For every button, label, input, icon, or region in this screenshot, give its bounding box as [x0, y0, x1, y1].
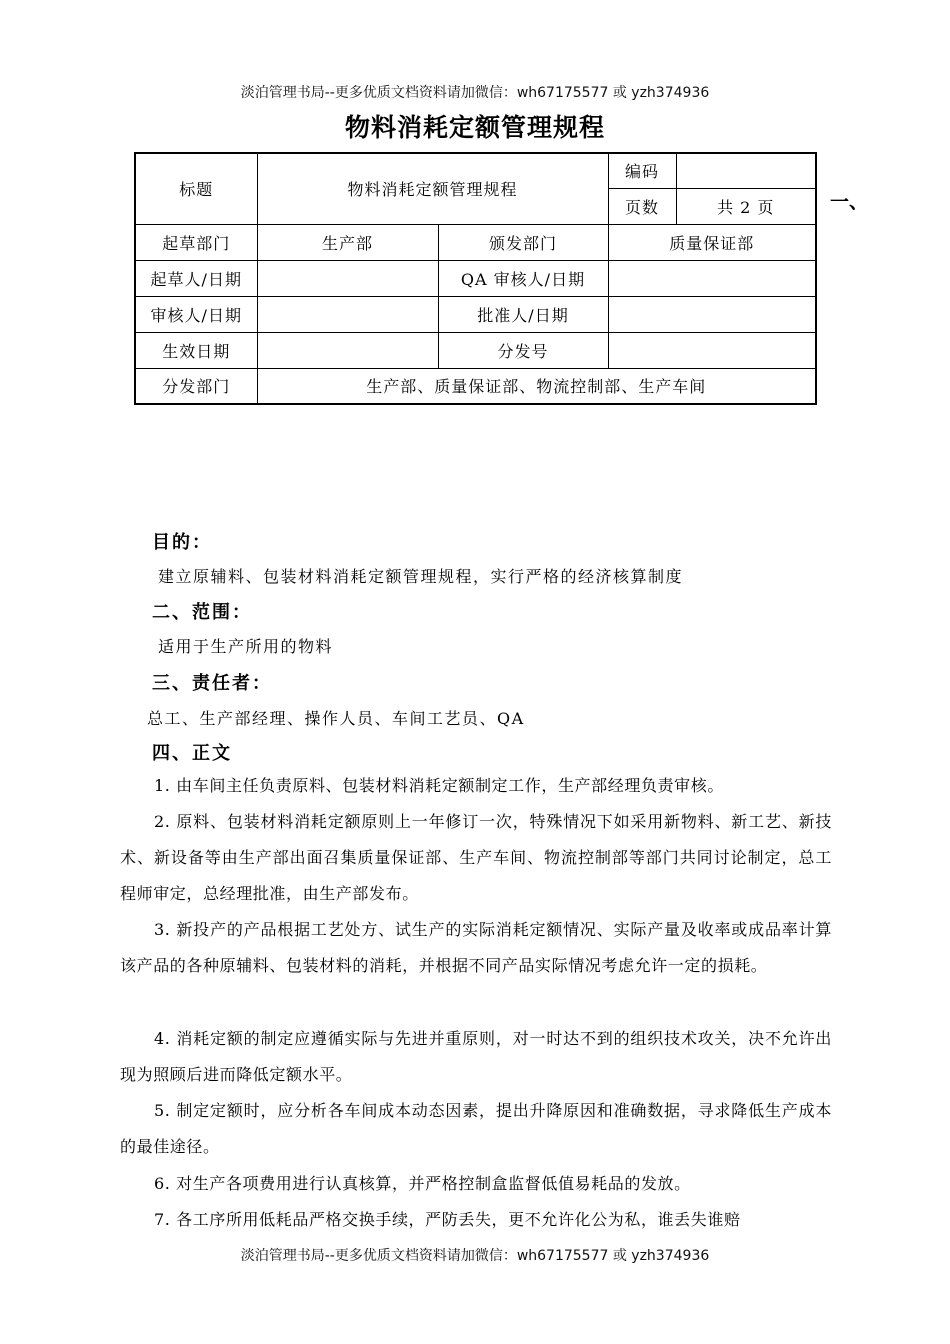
- pages-label-cell: 页数: [608, 188, 676, 224]
- paragraph-5: 5. 制定定额时，应分析各车间成本动态因素，提出升降原因和准确数据，寻求降低生产成本的最佳途径。: [120, 1101, 832, 1156]
- body-heading: 四、正文: [152, 743, 232, 764]
- purpose-text: 建立原辅料、包装材料消耗定额管理规程，实行严格的经济核算制度: [158, 567, 684, 586]
- paragraph-1: 1. 由车间主任负责原料、包装材料消耗定额制定工作，生产部经理负责审核。: [154, 776, 724, 795]
- paragraph-2: 2. 原料、包装材料消耗定额原则上一年修订一次，特殊情况下如采用新物料、新工艺、新技术、新设备等由生产部出面召集质量保证部、生产车间、物流控制部等部门共同讨论制定，总工程师审定，总经理批准，由生产部发布。: [120, 812, 832, 903]
- purpose-heading: 目的：: [152, 532, 212, 553]
- dist-no-label-cell: 分发号: [438, 332, 608, 368]
- drafter-label-cell: 起草人/日期: [135, 260, 257, 296]
- responsibility-text: 总工、生产部经理、操作人员、车间工艺员、QA: [147, 709, 525, 728]
- dist-no-value-cell: [608, 332, 816, 368]
- qa-value-cell: [608, 260, 816, 296]
- code-value-cell: [676, 153, 816, 188]
- code-label-cell: 编码: [608, 153, 676, 188]
- dist-dept-value-cell: 生产部、质量保证部、物流控制部、生产车间: [257, 368, 816, 404]
- pages-value-cell: 共 2 页: [676, 188, 816, 224]
- effective-date-label-cell: 生效日期: [135, 332, 257, 368]
- paragraph-3: 3. 新投产的产品根据工艺处方、试生产的实际消耗定额情况、实际产量及收率或成品率计算该产品的各种原辅料、包装材料的消耗，并根据不同产品实际情况考虑允许一定的损耗。: [120, 920, 832, 975]
- reviewer-label-cell: 审核人/日期: [135, 296, 257, 332]
- page-footer: 淡泊管理书局--更多优质文档资料请加微信：wh67175577 或 yzh374936: [240, 1248, 710, 1264]
- responsibility-heading: 三、责任者：: [152, 673, 272, 694]
- paragraph-4: 4. 消耗定额的制定应遵循实际与先进并重原则，对一时达不到的组织技术攻关，决不允许出现为照顾后进而降低定额水平。: [120, 1029, 832, 1084]
- page-header: 淡泊管理书局--更多优质文档资料请加微信：wh67175577 或 yzh374936: [240, 85, 710, 101]
- approver-value-cell: [608, 296, 816, 332]
- issue-dept-value-cell: 质量保证部: [608, 224, 816, 260]
- draft-dept-label-cell: 起草部门: [135, 224, 257, 260]
- paragraph-7: 7. 各工序所用低耗品严格交换手续，严防丢失，更不允许化公为私，谁丢失谁赔: [154, 1210, 741, 1229]
- drafter-value-cell: [257, 260, 438, 296]
- title-label-cell: 标题: [135, 153, 257, 224]
- document-title: 物料消耗定额管理规程: [344, 113, 605, 142]
- scope-text: 适用于生产所用的物料: [158, 637, 334, 656]
- draft-dept-value-cell: 生产部: [257, 224, 438, 260]
- dist-dept-label-cell: 分发部门: [135, 368, 257, 404]
- scope-heading: 二、范围：: [152, 602, 252, 623]
- document-info-table: [134, 152, 817, 405]
- section-one-number: 一、: [830, 191, 869, 213]
- paragraph-6: 6. 对生产各项费用进行认真核算，并严格控制盒监督低值易耗品的发放。: [154, 1174, 691, 1193]
- approver-label-cell: 批准人/日期: [438, 296, 608, 332]
- issue-dept-label-cell: 颁发部门: [438, 224, 608, 260]
- reviewer-value-cell: [257, 296, 438, 332]
- title-value-cell: 物料消耗定额管理规程: [257, 153, 608, 224]
- effective-date-value-cell: [257, 332, 438, 368]
- qa-label-cell: QA 审核人/日期: [438, 260, 608, 296]
